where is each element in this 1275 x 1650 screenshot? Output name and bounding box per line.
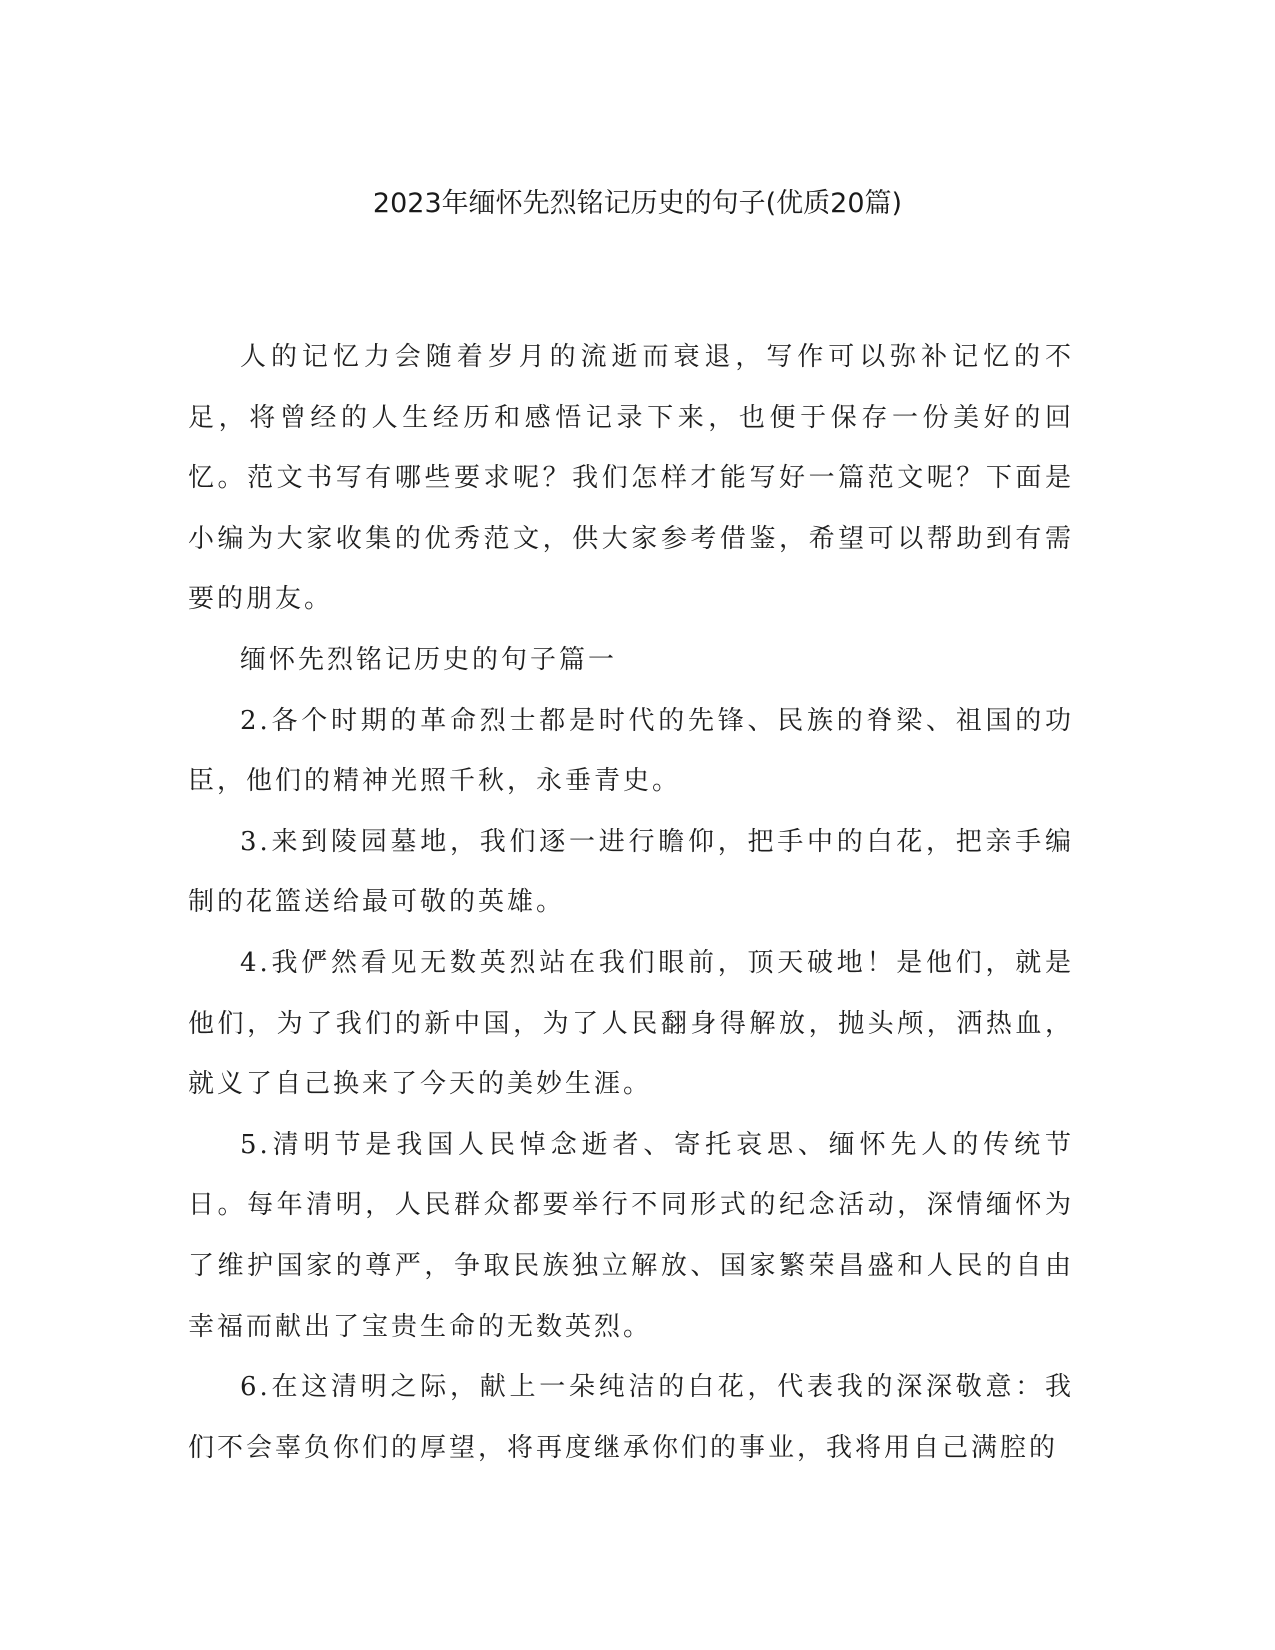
quote-paragraph-4: 4.我俨然看见无数英烈站在我们眼前，顶天破地！是他们，就是他们，为了我们的新中国，为了人民翻身得解放，抛头颅，洒热血，就义了自己换来了今天的美妙生涯。 <box>188 947 1074 1100</box>
section-heading: 缅怀先烈铭记历史的句子篇一 <box>240 644 618 675</box>
document-body <box>188 327 1074 1478</box>
quote-paragraph-6: 6.在这清明之际，献上一朵纯洁的白花，代表我的深深敬意：我们不会辜负你们的厚望，将再度继承你们的事业，我将用自己满腔的 <box>188 1372 1074 1463</box>
intro-paragraph: 人的记忆力会随着岁月的流逝而衰退，写作可以弥补记忆的不足，将曾经的人生经历和感悟记录下来，也便于保存一份美好的回忆。范文书写有哪些要求呢？我们怎样才能写好一篇范文呢？下面是小编为大家收集的优秀范文，供大家参考借鉴，希望可以帮助到有需要的朋友。 <box>188 342 1074 615</box>
document-title: 2023年缅怀先烈铭记历史的句子(优质20篇) <box>372 188 903 219</box>
quote-paragraph-2: 2.各个时期的革命烈士都是时代的先锋、民族的脊梁、祖国的功臣，他们的精神光照千秋，永垂青史。 <box>188 705 1074 797</box>
quote-paragraph-5: 5.清明节是我国人民悼念逝者、寄托哀思、缅怀先人的传统节日。每年清明，人民群众都要举行不同形式的纪念活动，深情缅怀为了维护国家的尊严，争取民族独立解放、国家繁荣昌盛和人民的自由幸福而献出了宝贵生命的无数英烈。 <box>188 1129 1074 1342</box>
quote-paragraph-3: 3.来到陵园墓地，我们逐一进行瞻仰，把手中的白花，把亲手编制的花篮送给最可敬的英雄。 <box>188 826 1074 918</box>
